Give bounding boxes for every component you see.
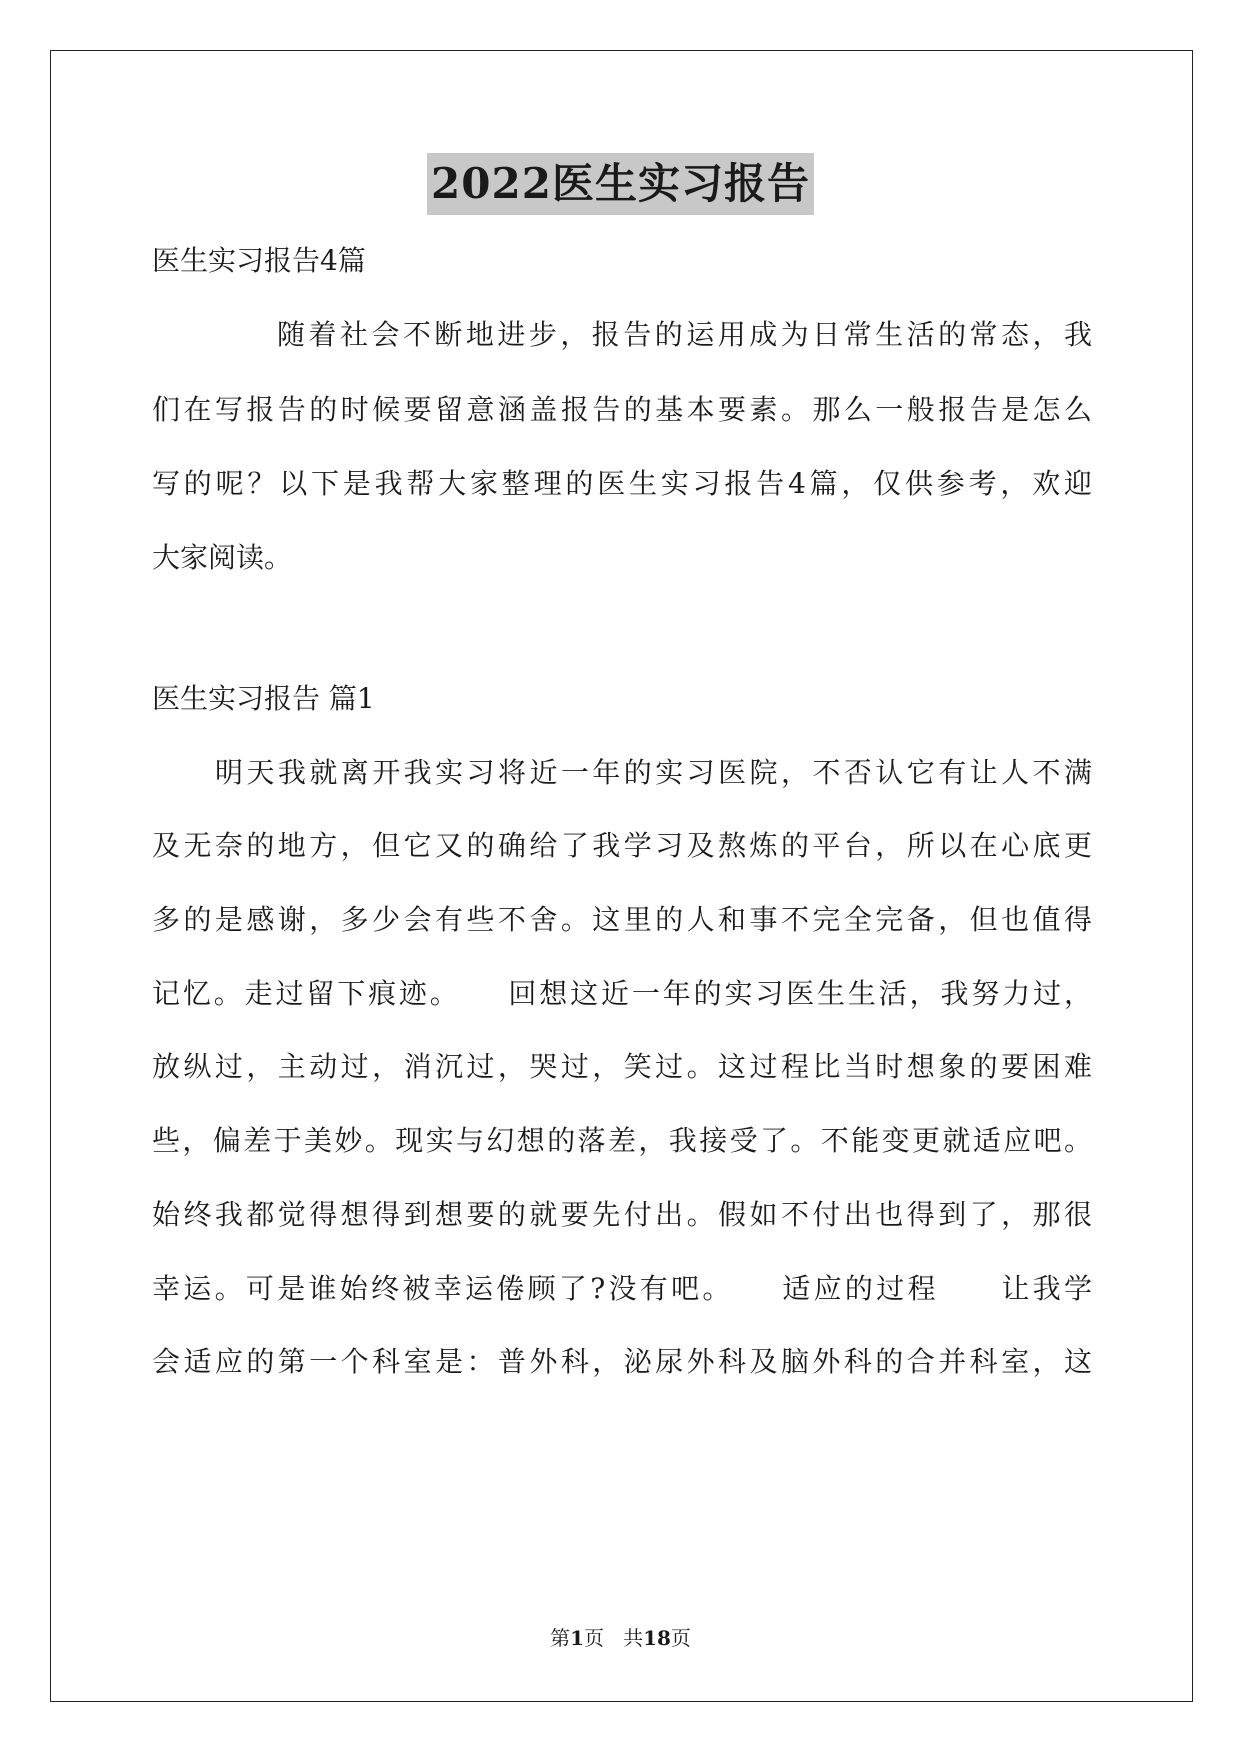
section-line-6: 些，偏差于美妙。现实与幻想的落差，我接受了。不能变更就适应吧。 bbox=[152, 1124, 1092, 1157]
total-prefix: 共 bbox=[623, 1626, 644, 1650]
intro-line-3: 写的呢？以下是我帮大家整理的医生实习报告4篇，仅供参考，欢迎 bbox=[152, 467, 1092, 500]
page-border bbox=[50, 50, 1193, 1702]
intro-line-4: 大家阅读。 bbox=[152, 541, 293, 574]
document-subtitle: 医生实习报告4篇 bbox=[152, 244, 366, 277]
page-number: 1 bbox=[570, 1626, 584, 1650]
section-line-7: 始终我都觉得想得到想要的就要先付出。假如不付出也得到了，那很 bbox=[152, 1198, 1092, 1231]
intro-line-2: 们在写报告的时候要留意涵盖报告的基本要素。那么一般报告是怎么 bbox=[152, 393, 1092, 426]
document-title-text: 2022医生实习报告 bbox=[427, 153, 814, 215]
page-footer bbox=[0, 1625, 1241, 1651]
section-line-1: 明天我就离开我实习将近一年的实习医院，不否认它有让人不满 bbox=[215, 756, 1092, 789]
intro-line-1: 随着社会不断地进步，报告的运用成为日常生活的常态，我 bbox=[277, 318, 1092, 351]
section-line-2: 及无奈的地方，但它又的确给了我学习及熬炼的平台，所以在心底更 bbox=[152, 829, 1092, 862]
section-line-9: 会适应的第一个科室是：普外科，泌尿外科及脑外科的合并科室，这 bbox=[152, 1345, 1092, 1378]
document-title bbox=[0, 153, 1241, 215]
section-line-8: 幸运。可是谁始终被幸运倦顾了?没有吧。 适应的过程 让我学 bbox=[152, 1272, 1092, 1305]
page-prefix: 第 bbox=[550, 1626, 571, 1650]
section-heading: 医生实习报告 篇1 bbox=[152, 682, 375, 715]
total-suffix: 页 bbox=[670, 1626, 691, 1650]
section-line-4: 记忆。走过留下痕迹。 回想这近一年的实习医生生活，我努力过， bbox=[152, 977, 1092, 1010]
section-line-3: 多的是感谢，多少会有些不舍。这里的人和事不完全完备，但也值得 bbox=[152, 903, 1092, 936]
page-suffix: 页 bbox=[584, 1626, 604, 1650]
section-line-5: 放纵过，主动过，消沉过，哭过，笑过。这过程比当时想象的要困难 bbox=[152, 1050, 1092, 1083]
total-pages: 18 bbox=[643, 1626, 671, 1650]
